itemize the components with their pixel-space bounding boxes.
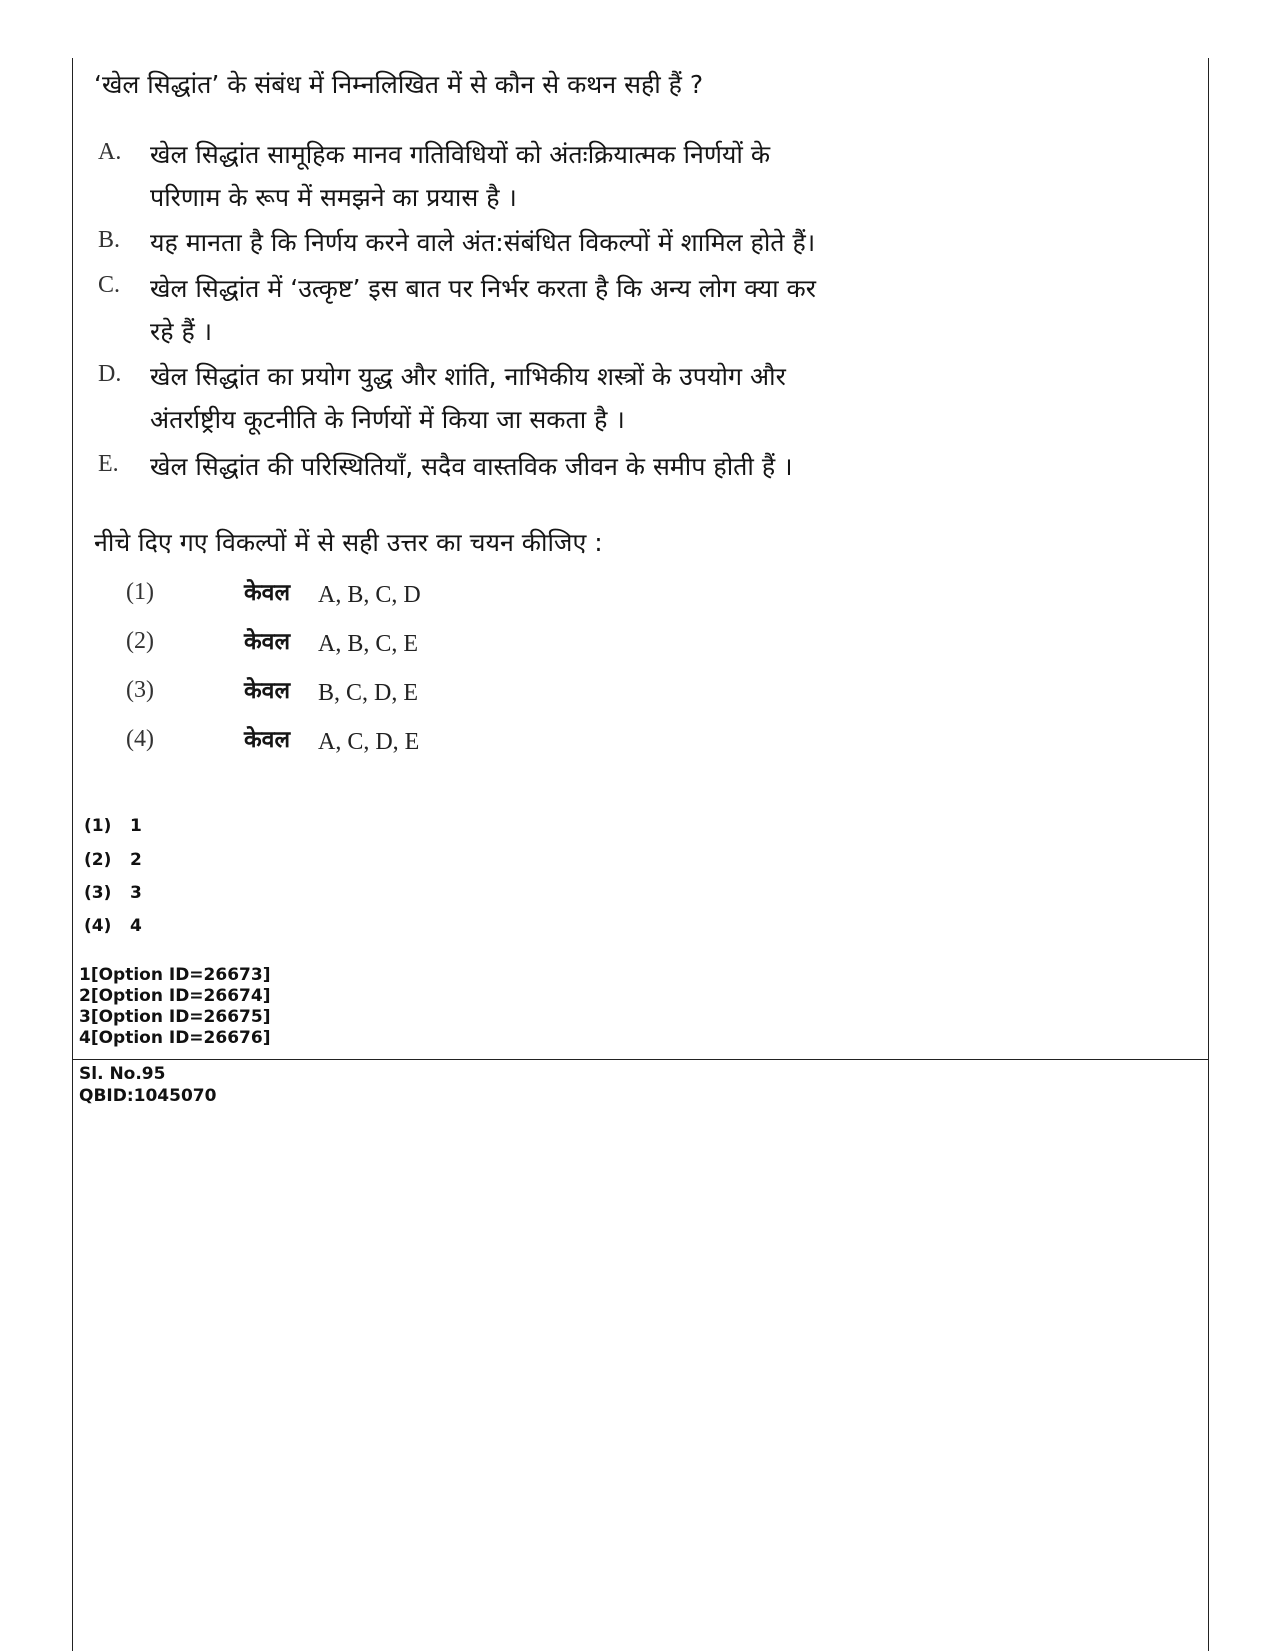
choice-3-letters: B, C, D, E (318, 680, 419, 706)
statement-c-line-1: खेल सिद्धांत में ‘उत्कृष्ट’ इस बात पर निर्भर करता है कि अन्य लोग क्या कर (150, 274, 816, 303)
statement-a-label: A. (98, 139, 122, 165)
choice-3-prefix: केवल (244, 678, 291, 704)
answer-option-2[interactable] (84, 852, 142, 869)
choice-3-number: (3) (126, 677, 154, 703)
answer-option-4-value: 4 (130, 916, 142, 936)
question-bank-id: QBID:1045070 (79, 1086, 217, 1106)
choice-1-letters: A, B, C, D (318, 582, 421, 608)
statement-a-line-1: खेल सिद्धांत सामूहिक मानव गतिविधियों को अंतःक्रियात्मक निर्णयों के (150, 140, 771, 169)
answer-option-3[interactable] (84, 885, 142, 902)
statement-a-line-2: परिणाम के रूप में समझने का प्रयास है । (150, 183, 517, 212)
answer-option-2-key: (2) (84, 850, 112, 870)
statement-d-line-2: अंतर्राष्ट्रीय कूटनीति के निर्णयों में किया जा सकता है । (150, 405, 625, 434)
choice-1-prefix: केवल (244, 580, 291, 606)
choice-2-number: (2) (126, 628, 154, 654)
statement-b-line-1: यह मानता है कि निर्णय करने वाले अंत:संबंधित विकल्पों में शामिल होते हैं। (150, 228, 816, 257)
choice-4-prefix: केवल (244, 727, 291, 753)
statement-d-label: D. (98, 361, 122, 387)
statement-d-line-1: खेल सिद्धांत का प्रयोग युद्ध और शांति, नाभिकीय शस्त्रों के उपयोग और (150, 362, 786, 391)
answer-option-4-key: (4) (84, 916, 112, 936)
choice-4-number: (4) (126, 726, 154, 752)
question-divider (72, 1059, 1208, 1060)
answer-option-1-key: (1) (84, 816, 112, 836)
choice-2-letters: A, B, C, E (318, 631, 419, 657)
statement-c-line-2: रहे हैं । (150, 317, 213, 346)
option-id-4: 4[Option ID=26676] (79, 1028, 271, 1048)
serial-number: Sl. No.95 (79, 1064, 166, 1084)
statement-e-line-1: खेल सिद्धांत की परिस्थितियाँ, सदैव वास्तविक जीवन के समीप होती हैं । (150, 452, 793, 481)
question-stem: ‘खेल सिद्धांत’ के संबंध में निम्नलिखित में से कौन से कथन सही हैं ? (94, 70, 704, 99)
option-id-1: 1[Option ID=26673] (79, 965, 271, 985)
option-id-2: 2[Option ID=26674] (79, 986, 271, 1006)
answer-option-2-value: 2 (130, 850, 142, 870)
page-left-border (72, 58, 73, 1651)
statement-b-label: B. (98, 227, 121, 253)
answer-option-3-value: 3 (130, 883, 142, 903)
instruction-text: नीचे दिए गए विकल्पों में से सही उत्तर का चयन कीजिए : (94, 528, 603, 557)
choice-4-letters: A, C, D, E (318, 729, 420, 755)
statement-e-label: E. (98, 451, 119, 477)
answer-option-1-value: 1 (130, 816, 142, 836)
choice-1-number: (1) (126, 579, 154, 605)
statement-c-label: C. (98, 272, 121, 298)
answer-option-3-key: (3) (84, 883, 112, 903)
choice-2-prefix: केवल (244, 629, 291, 655)
answer-option-1[interactable] (84, 818, 142, 835)
answer-option-4[interactable] (84, 918, 142, 935)
option-id-3: 3[Option ID=26675] (79, 1007, 271, 1027)
page-right-border (1208, 58, 1209, 1651)
